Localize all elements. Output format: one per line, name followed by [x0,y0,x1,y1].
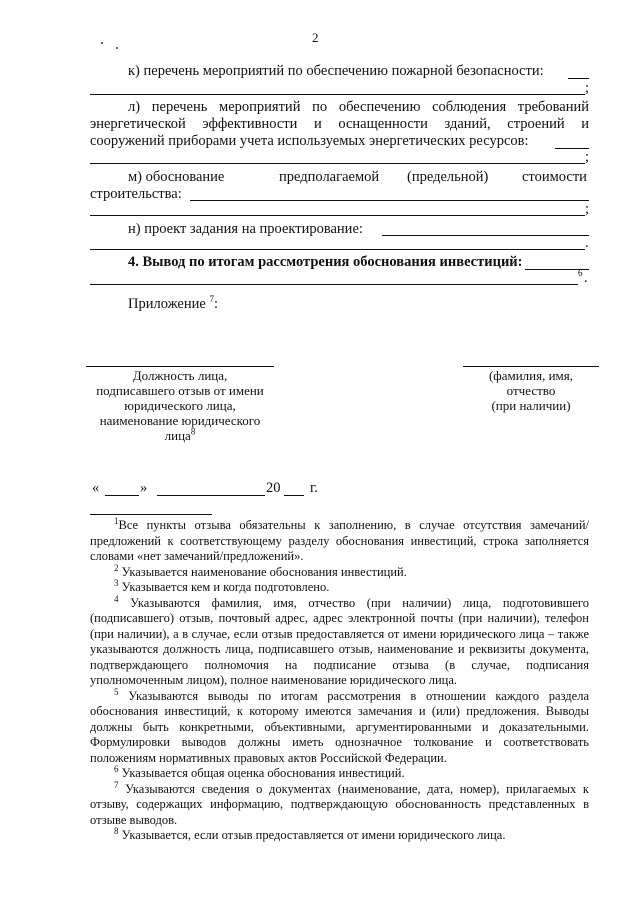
footnote-8-text: Указывается, если отзыв предоставляется от имени юридического лица. [121,828,506,842]
footnote-1-mark: 1 [114,515,119,526]
section4-period: . [584,270,588,286]
footnote-2 [90,562,589,581]
item-k-fill-line [568,78,589,79]
item-k-semicolon: ; [585,80,590,96]
footnote-6-text: Указывается общая оценка обоснования инвестиций. [121,766,405,780]
sig-right-line3: (при наличии) [491,398,571,413]
item-l-line3: сооружений приборами учета используемых энергетических ресурсов: [90,133,529,149]
item-m-fill-line [190,200,589,201]
section4-footnote-mark: 6 [578,268,583,278]
item-l-fill-line [555,148,589,149]
footnote-1 [90,515,589,565]
item-l-semicolon: ; [585,149,590,165]
item-m-line2: строительства: [90,186,182,202]
sig-left-line5 [86,428,274,443]
footnote-6-mark: 6 [114,763,119,774]
footnote-7-mark: 7 [114,779,119,790]
section4-fill-line-2 [90,284,578,285]
sig-left-line3: юридического лица, [124,398,236,413]
footnote-separator [90,514,212,515]
signature-name-line [463,366,599,367]
date-year-suffix: г. [310,480,318,496]
date-day-line [105,495,139,496]
item-n-fill-line-2 [90,249,585,250]
item-k-fill-line-2 [90,94,585,95]
footnote-5-mark: 5 [114,686,119,697]
appendix-label [128,296,218,313]
appendix-label-text: Приложение [128,296,206,312]
item-m-semicolon: ; [585,201,590,217]
footnote-3-text: Указывается кем и когда подготовлено. [121,580,330,594]
footnote-5 [90,686,590,767]
footnote-4 [90,593,589,689]
item-l-line1: л) перечень мероприятий по обеспечению соблюдения требований [128,99,589,115]
sig-left-line4: наименование юридического [99,413,261,428]
sig-right-line2: отчество [506,383,556,398]
sig-left-footnote-mark: 8 [190,426,196,437]
footnote-6 [90,763,589,782]
item-m-fill-line-2 [90,215,585,216]
footnote-3-mark: 3 [114,577,119,588]
item-n-fill-line [382,235,589,236]
item-n-text: н) проект задания на проектирование: [128,221,363,237]
footnote-5-text: Указываются выводы по итогам рассмотрения в отношении каждого раздела обоснования инвестиций, к которому имеются замечания и (или) предложения. Выводы должны быть конкретными, объективными, аргументированными и доказательными. Формулировки выводов должны иметь однозначное толкование и соответствовать положениям нормативных правовых актов Российской Федерации. [90,688,590,765]
item-m-word3: (предельной) [407,169,489,185]
footnote-7-text: Указываются сведения о документах (наименование, дата, номер), прилагаемых к отзыву, содержащих информацию, подтверждающую обоснованность представленных в отзыве выводов. [90,781,589,827]
footnote-1-text: Все пункты отзыва обязательны к заполнению, в случае отсутствия замечаний/предложений к соответствующему разделу обоснования инвестиций, строка заполняется словами «нет замечаний/предложений». [90,518,589,563]
footnote-3 [90,577,589,596]
appendix-footnote-mark: 7 [209,294,214,305]
page-number: 2 [312,30,319,45]
footnote-7 [90,779,589,829]
date-year-line [284,495,304,496]
item-l-line2: энергетической эффективности и оснащенности зданий, строений и [90,116,589,132]
item-k-text: к) перечень мероприятий по обеспечению пожарной безопасности: [128,63,544,79]
date-open-quote: « [92,480,100,496]
footnote-8 [90,825,589,844]
sig-right-line1: (фамилия, имя, [488,368,574,383]
footnote-4-mark: 4 [114,593,119,604]
date-close-quote: » [140,480,148,496]
section4-heading: 4. Вывод по итогам рассмотрения обоснования инвестиций: [128,254,523,270]
item-m-word2: предполагаемой [279,169,380,185]
footnote-8-mark: 8 [114,825,119,836]
sig-left-line2: подписавшего отзыв от имени [96,383,264,398]
footnote-4-text: Указываются фамилия, имя, отчество (при наличии) лица, подготовившего (подписавшего) отзыв, почтовый адрес, адрес электронной почты (при наличии), телефон (при наличии), а в случае, если отзыв предоставляется от имени юридического лица – также указываются должность лица, подписавшего отзыв, наименование и реквизиты документа, подтверждающего полномочия на подписание отзыва (в случае, подписания уполномоченным лицом), полное наименование юридического лица. [90,595,589,687]
sig-left-line5-text: лица [164,428,191,443]
scan-speck [116,47,118,49]
scan-speck [101,42,103,44]
signature-position-line [86,366,274,367]
signature-position-caption [86,368,274,443]
footnote-2-mark: 2 [114,562,119,573]
date-year-prefix: 20 [266,480,281,496]
signature-name-caption [463,368,599,413]
footnotes [90,515,590,844]
appendix-colon: : [213,296,218,312]
item-m-word1: м) обоснование [128,169,225,185]
item-n-period: . [585,235,589,251]
item-l-fill-line-2 [90,163,585,164]
item-m-word4: стоимости [522,169,587,185]
footnote-2-text: Указывается наименование обоснования инвестиций. [121,564,407,579]
date-month-line [157,495,265,496]
sig-left-line1: Должность лица, [132,368,228,383]
